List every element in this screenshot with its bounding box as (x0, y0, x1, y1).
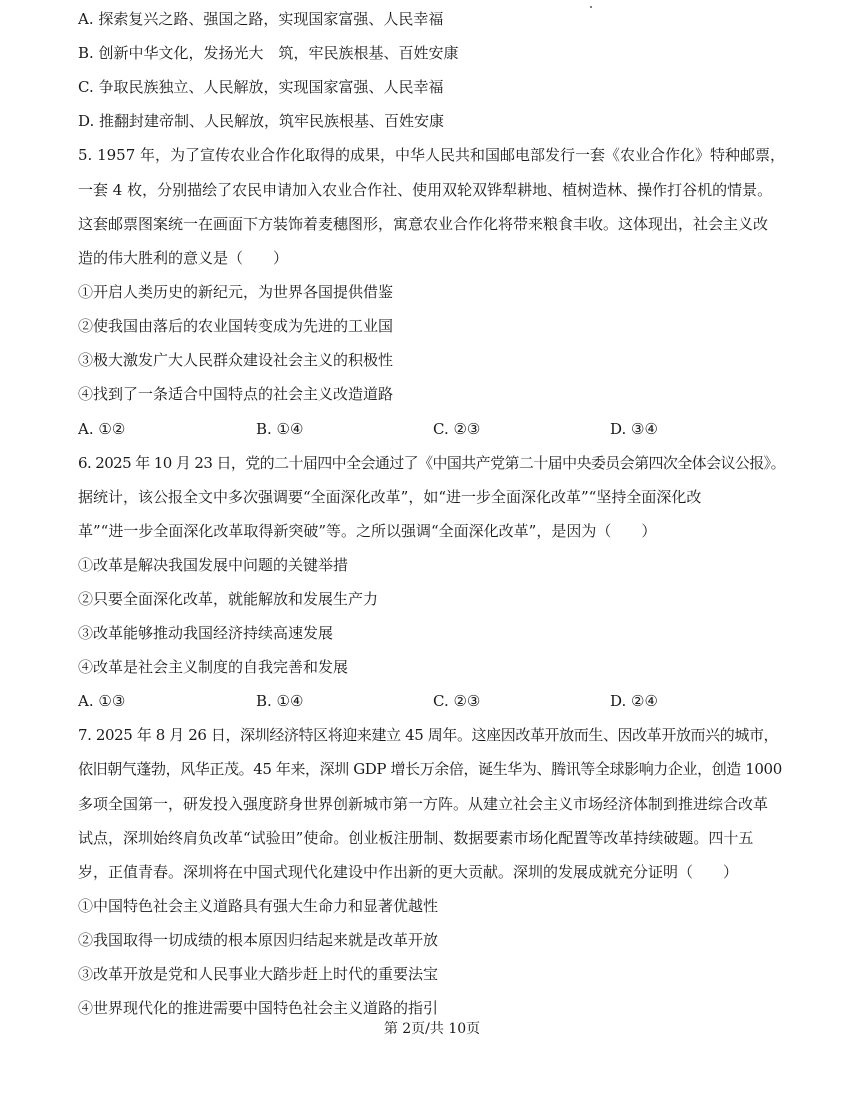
q6-choice-d: D. ②④ (610, 692, 658, 710)
q5-item: ④找到了一条适合中国特点的社会主义改造道路 (78, 385, 394, 403)
q4-option-c: C. 争取民族独立、人民解放，实现国家富强、人民幸福 (78, 78, 444, 96)
q6-stem-line: 革”“进一步全面深化改革取得新突破”等。之所以强调“全面深化改革”，是因为（ ） (78, 522, 657, 540)
q5-stem-line: 5. 1957 年，为了宣传农业合作化取得的成果，中华人民共和国邮电部发行一套《农业合作化》特种邮票， (78, 146, 786, 164)
q5-choice-d: D. ③④ (610, 420, 658, 438)
q7-stem-line: 依旧朝气蓬勃，风华正茂。45 年来，深圳 GDP 增长万余倍，诞生华为、腾讯等全球影响力企业，创造 1000 (78, 760, 782, 778)
q4-option-d: D. 推翻封建帝制、人民解放，筑牢民族根基、百姓安康 (78, 112, 445, 130)
q4-option-b: B. 创新中华文化，发扬光大 筑，牢民族根基、百姓安康 (78, 44, 459, 62)
q7-item: ④世界现代化的推进需要中国特色社会主义道路的指引 (78, 999, 439, 1017)
q5-item: ③极大激发广大人民群众建设社会主义的积极性 (78, 351, 394, 369)
q7-item: ①中国特色社会主义道路具有强大生命力和显著优越性 (78, 897, 439, 915)
q7-item: ③改革开放是党和人民事业大踏步赶上时代的重要法宝 (78, 965, 439, 983)
q5-stem-line: 造的伟大胜利的意义是（ ） (78, 249, 289, 267)
q6-stem-line: 据统计，该公报全文中多次强调要“全面深化改革”，如“进一步全面深化改革”“坚持全面深化改 (78, 488, 702, 506)
q6-item: ②只要全面深化改革，就能解放和发展生产力 (78, 590, 379, 608)
q7-item: ②我国取得一切成绩的根本原因归结起来就是改革开放 (78, 931, 439, 949)
q6-item: ①改革是解决我国发展中问题的关键举措 (78, 556, 349, 574)
q5-choice-a: A. ①② (78, 420, 126, 438)
q5-choice-b: B. ①④ (256, 420, 304, 438)
q4-option-a: A. 探索复兴之路、强国之路，实现国家富强、人民幸福 (78, 10, 444, 28)
scan-dot (590, 6, 592, 8)
page-number: 第 2页/共 10页 (383, 1021, 481, 1037)
q6-item: ④改革是社会主义制度的自我完善和发展 (78, 658, 349, 676)
q7-stem-line: 7. 2025 年 8 月 26 日，深圳经济特区将迎来建立 45 周年。这座因改革开放而生、因改革开放而兴的城市， (78, 726, 779, 744)
q5-item: ①开启人类历史的新纪元，为世界各国提供借鉴 (78, 283, 394, 301)
q7-stem-line: 试点，深圳始终肩负改革“试验田”使命。创业板注册制、数据要素市场化配置等改革持续破题。四十五 (78, 829, 754, 847)
q6-choice-b: B. ①④ (256, 692, 304, 710)
q6-stem-line: 6. 2025 年 10 月 23 日，党的二十届四中全会通过了《中国共产党第二十届中央委员会第四次全体会议公报》。 (78, 454, 785, 472)
q5-stem-line: 这套邮票图案统一在画面下方装饰着麦穗图形，寓意农业合作化将带来粮食丰收。这体现出，社会主义改 (78, 215, 769, 233)
q6-choice-a: A. ①③ (78, 692, 126, 710)
q6-choice-c: C. ②③ (433, 692, 481, 710)
q5-stem-line: 一套 4 枚，分别描绘了农民申请加入农业合作社、使用双轮双铧犁耕地、植树造林、操作打谷机的情景。 (78, 181, 773, 199)
q6-item: ③改革能够推动我国经济持续高速发展 (78, 624, 334, 642)
q5-item: ②使我国由落后的农业国转变成为先进的工业国 (78, 317, 394, 335)
q5-choice-c: C. ②③ (433, 420, 481, 438)
q7-stem-line: 多项全国第一，研发投入强度跻身世界创新城市第一方阵。从建立社会主义市场经济体制到推进综合改革 (78, 795, 769, 813)
q7-stem-line: 岁，正值青春。深圳将在中国式现代化建设中作出新的更大贡献。深圳的发展成就充分证明（ ） (78, 863, 739, 881)
